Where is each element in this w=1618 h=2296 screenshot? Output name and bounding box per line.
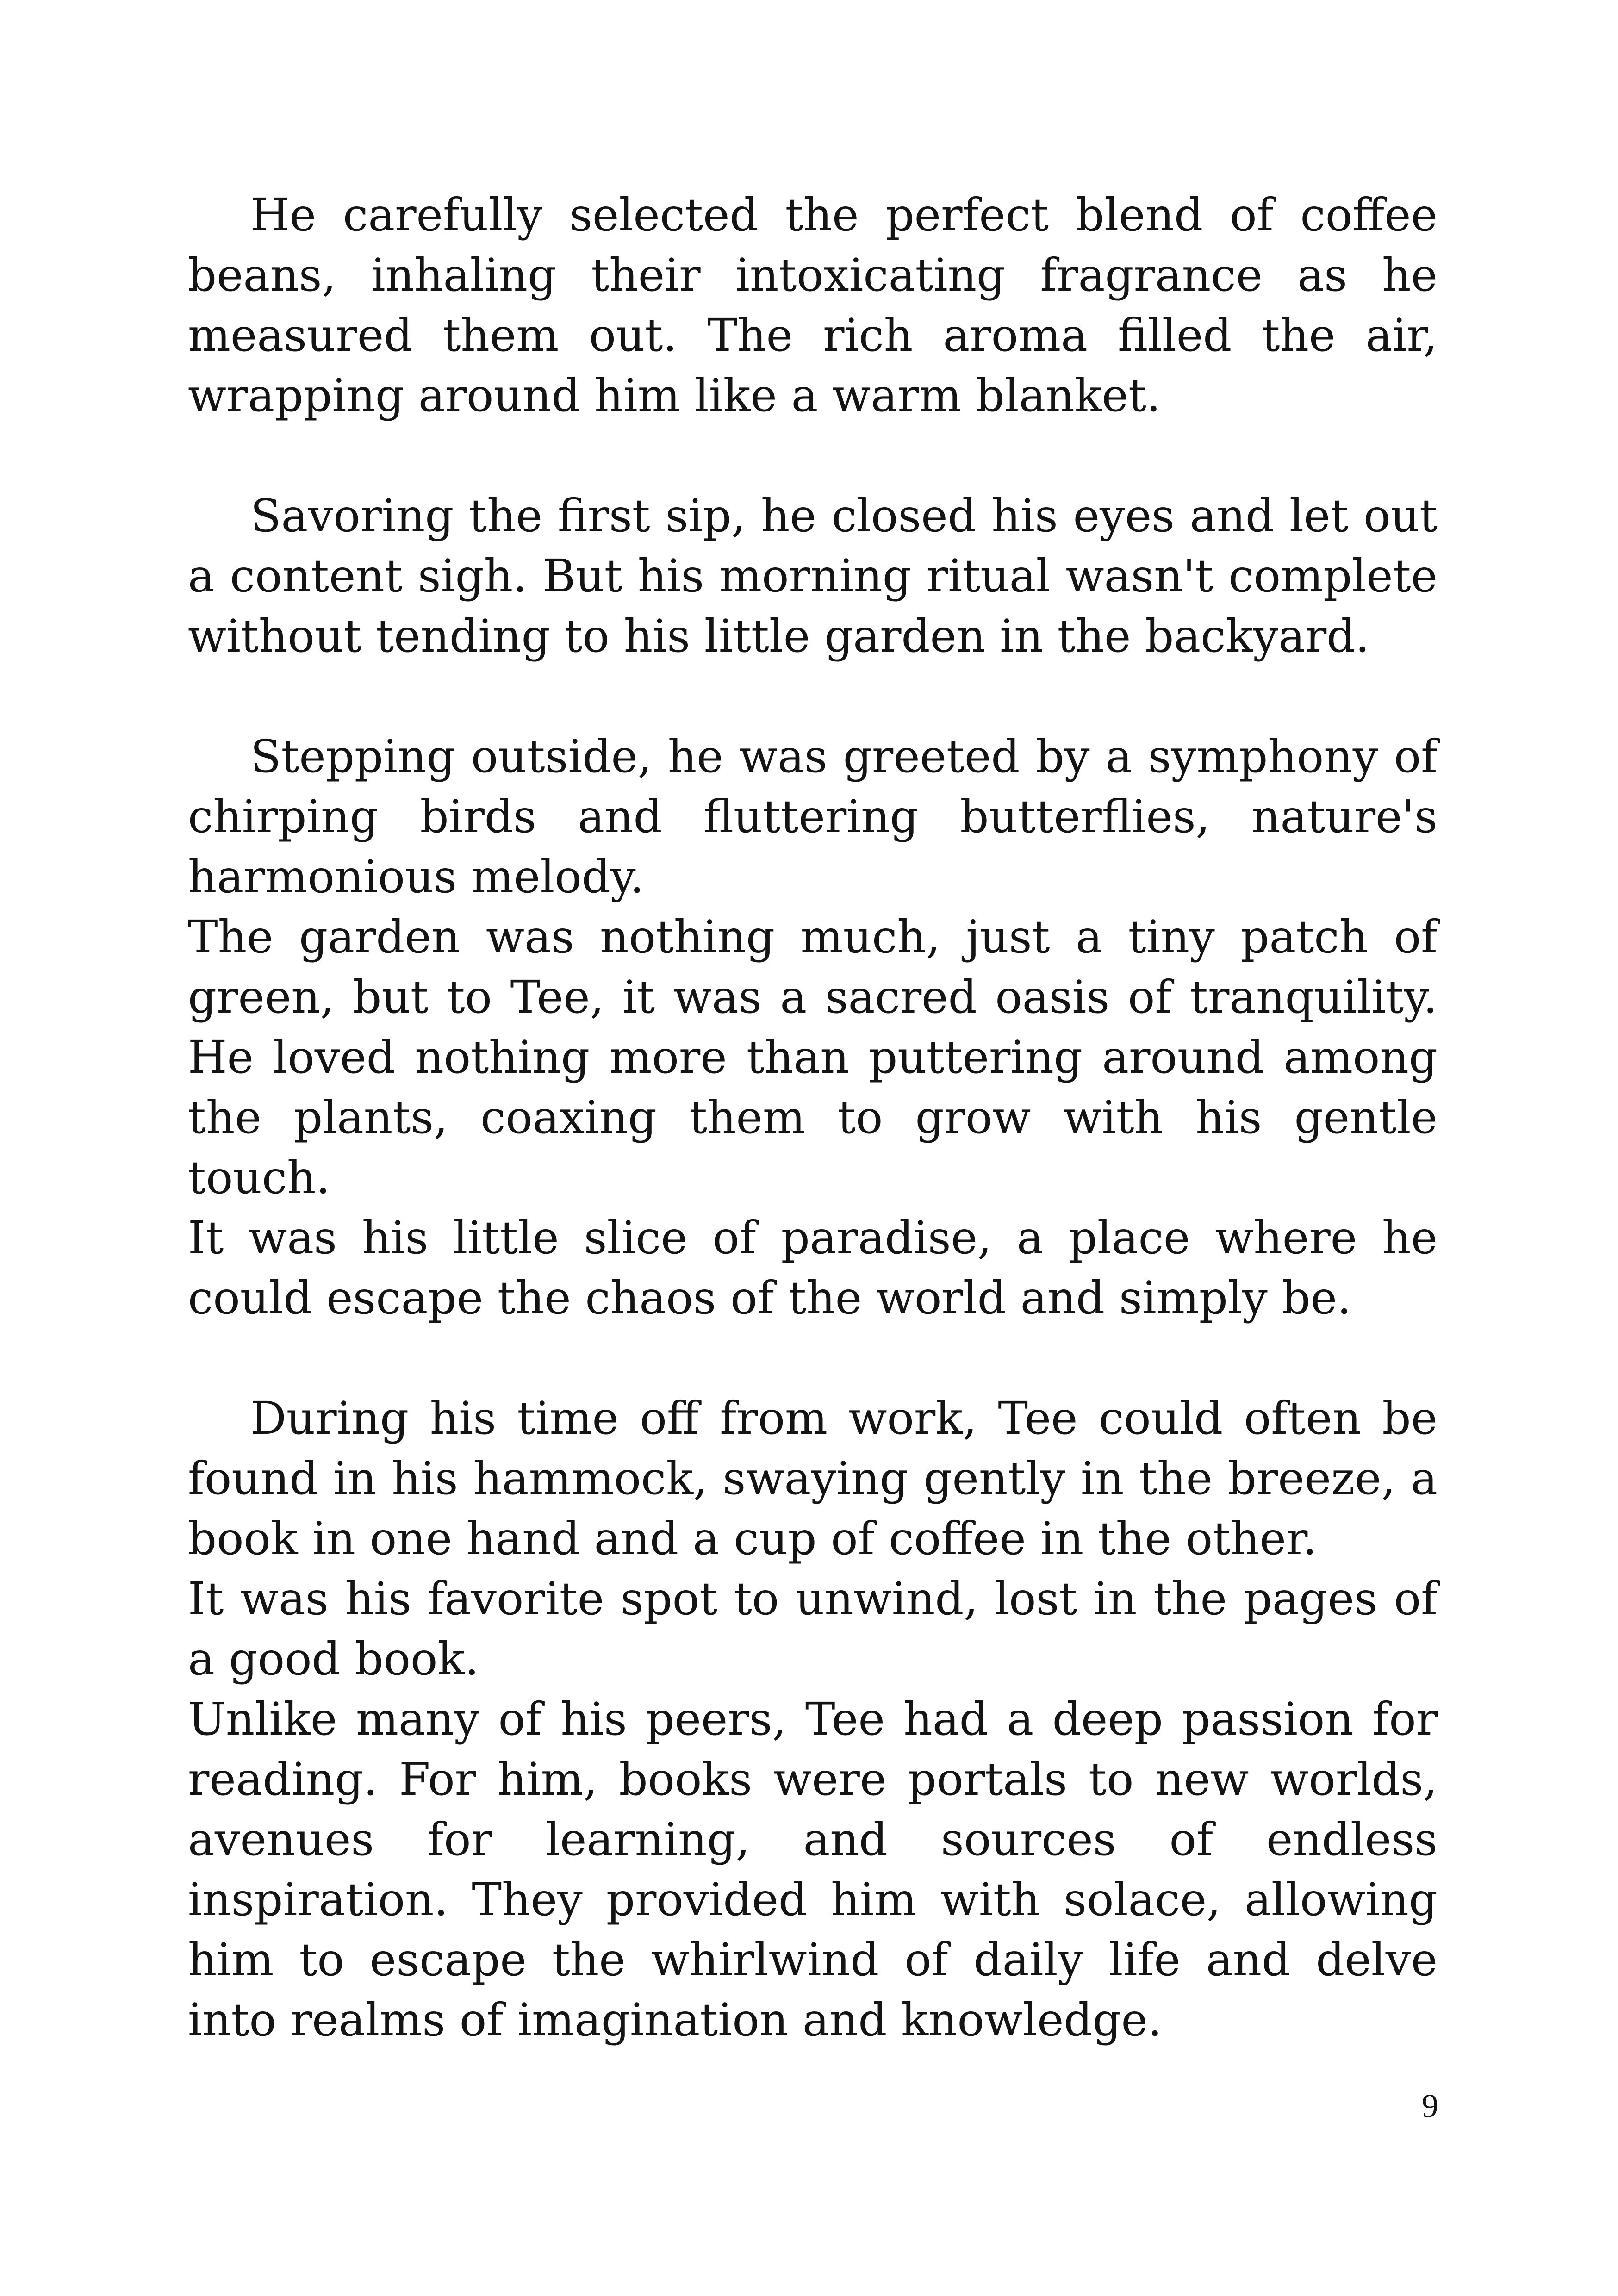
- body-text: [188, 185, 1438, 2110]
- paragraph-group-2: [188, 486, 1438, 666]
- paragraph: Stepping outside, he was greeted by a symphony of chirping birds and fluttering butterflies, nature's harmonious melody.: [188, 730, 1438, 903]
- paragraph: He carefully selected the perfect blend of coffee beans, inhaling their intoxicating fragrance as he measured them out. The rich aroma filled the air, wrapping around him like a warm blanket.: [188, 189, 1438, 422]
- paragraph: The garden was nothing much, just a tiny patch of green, but to Tee, it was a sacred oasis of tranquility. He loved nothing more than puttering around among the plants, coaxing them to grow with his gentle touch.: [188, 911, 1438, 1204]
- paragraph: Savoring the first sip, he closed his eyes and let out a content sigh. But his morning ritual wasn't complete without tending to his little garden in the backyard.: [188, 490, 1438, 662]
- paragraph: During his time off from work, Tee could often be found in his hammock, swaying gently in the breeze, a book in one hand and a cup of coffee in the other.: [188, 1392, 1438, 1565]
- paragraph-group-1: [188, 185, 1438, 426]
- paragraph: Unlike many of his peers, Tee had a deep passion for reading. For him, books were portals to new worlds, avenues for learning, and sources of endless inspiration. They provided him with solace, allowing him to escape the whirlwind of daily life and delve into realms of imagination and knowledge.: [188, 1693, 1438, 2046]
- page-number: 9: [1422, 2087, 1438, 2124]
- paragraph-group-4: [188, 1388, 1438, 2050]
- paragraph: It was his favorite spot to unwind, lost in the pages of a good book.: [188, 1573, 1438, 1685]
- paragraph-group-3: [188, 727, 1438, 1328]
- paragraph: It was his little slice of paradise, a place where he could escape the chaos of the world and simply be.: [188, 1212, 1438, 1324]
